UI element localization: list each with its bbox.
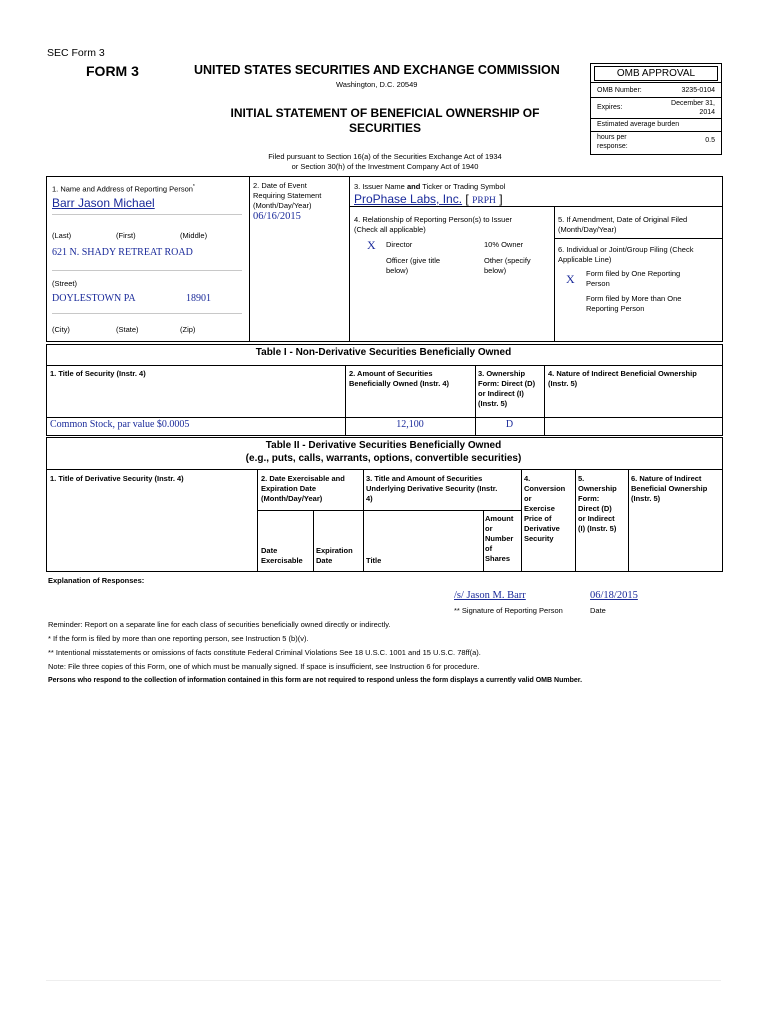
page-bottom-rule — [46, 980, 721, 981]
state-label: (State) — [116, 325, 139, 334]
middle-label: (Middle) — [180, 231, 208, 240]
box6-label: 6. Individual or Joint/Group Filing (Check Applicable Line) — [558, 245, 694, 264]
box1-label: 1. Name and Address of Reporting Person* — [52, 184, 195, 194]
table1-form: D — [505, 419, 514, 430]
table2-col1: 1. Title of Derivative Security (Instr. 4) — [50, 474, 184, 483]
explanation-heading: Explanation of Responses: — [48, 576, 145, 585]
other-label: Other (specify below) — [484, 256, 531, 275]
sec-form-label: SEC Form 3 — [47, 47, 105, 59]
street-label: (Street) — [52, 279, 78, 288]
more-person-label: Form filed by More than One Reporting Person — [586, 294, 682, 313]
table1-col4: 4. Nature of Indirect Beneficial Ownership (Instr. 5) — [548, 369, 697, 388]
omb-approval-box — [590, 63, 722, 155]
director-label: Director — [386, 240, 413, 249]
reporting-person-name[interactable]: Barr Jason Michael — [52, 196, 155, 210]
one-person-label: Form filed by One Reporting Person — [586, 269, 681, 288]
table2-col3: 3. Title and Amount of Securities Underlying Derivative Security (Instr. 4) — [366, 474, 498, 503]
zip-label: (Zip) — [180, 325, 196, 334]
omb-title: OMB APPROVAL — [594, 66, 718, 81]
signature: /s/ Jason M. Barr — [454, 590, 526, 601]
expires-value: December 31, 2014 — [671, 100, 715, 116]
city-label: (City) — [52, 325, 70, 334]
ticker-symbol: PRPH — [472, 196, 496, 206]
note-multiple-persons: * If the form is filed by more than one reporting person, see Instruction 5 (b)(v). — [48, 634, 309, 643]
form-number: FORM 3 — [86, 63, 139, 79]
box4-label: 4. Relationship of Reporting Person(s) to Issuer (Check all applicable) — [354, 215, 512, 234]
note-omb-number: Persons who respond to the collection of information contained in this form are not required to respond unless the form displays a currently valid OMB Number. — [48, 677, 583, 684]
burden-label: Estimated average burden — [597, 121, 680, 128]
issuer-name[interactable]: ProPhase Labs, Inc. — [354, 192, 463, 206]
box5-label: 5. If Amendment, Date of Original Filed (Month/Day/Year) — [558, 215, 688, 234]
last-label: (Last) — [52, 231, 72, 240]
date-label: Date — [590, 606, 606, 615]
table1-amount: 12,100 — [396, 419, 424, 430]
table1-col1: 1. Title of Security (Instr. 4) — [50, 369, 146, 378]
street-value: 621 N. SHADY RETREAT ROAD — [52, 247, 193, 258]
signature-label: ** Signature of Reporting Person — [454, 606, 563, 615]
omb-number-value: 3235-0104 — [681, 87, 715, 94]
agency-address: Washington, D.C. 20549 — [336, 80, 418, 89]
note-three-copies: Note: File three copies of this Form, one of which must be manually signed. If space is insufficient, see Instruction 6 for procedure. — [48, 662, 480, 671]
hours-label: hours per response: — [597, 134, 628, 150]
one-person-check[interactable]: X — [566, 272, 575, 286]
filed-pursuant: Filed pursuant to Section 16(a) of the Securities Exchange Act of 1934 or Section 30(h) of the Investment Company Act of 1940 — [268, 152, 502, 171]
table2-col6: 6. Nature of Indirect Beneficial Ownership (Instr. 5) — [631, 474, 708, 503]
hours-value: 0.5 — [705, 137, 715, 144]
officer-label: Officer (give title below) — [386, 256, 441, 275]
city-value: DOYLESTOWN PA — [52, 293, 136, 304]
table2-amount-col: Amount or Number of Shares — [485, 514, 514, 563]
signature-date: 06/18/2015 — [590, 590, 638, 601]
table1-security: Common Stock, par value $0.0005 — [50, 419, 190, 430]
table2-col2: 2. Date Exercisable and Expiration Date (Month/Day/Year) — [261, 474, 345, 503]
table2-title-col: Title — [366, 556, 382, 565]
table1-col2: 2. Amount of Securities Beneficially Owned (Instr. 4) — [349, 369, 450, 388]
table2-col4: 4. Conversion or Exercise Price of Derivative Security — [524, 474, 566, 543]
first-label: (First) — [116, 231, 136, 240]
form-title: INITIAL STATEMENT OF BENEFICIAL OWNERSHIP OF SECURITIES — [230, 106, 540, 135]
issuer-line: ProPhase Labs, Inc. [ PRPH ] — [354, 192, 503, 206]
agency-title: UNITED STATES SECURITIES AND EXCHANGE COMMISSION — [194, 63, 560, 77]
note-criminal-violations: ** Intentional misstatements or omissions of facts constitute Federal Criminal Violations See 18 U.S.C. 1001 and 15 U.S.C. 78ff(a). — [48, 648, 481, 657]
director-check[interactable]: X — [367, 238, 376, 252]
box2-label: 2. Date of Event Requiring Statement (Month/Day/Year) — [253, 181, 322, 210]
owner-label: 10% Owner — [484, 240, 524, 249]
event-date: 06/16/2015 — [253, 211, 301, 222]
box3-label: 3. Issuer Name and Ticker or Trading Symbol — [354, 182, 506, 191]
table1-title: Table I - Non-Derivative Securities Beneficially Owned — [255, 347, 512, 358]
omb-number-label: OMB Number: — [597, 87, 642, 94]
table1-col3: 3. Ownership Form: Direct (D) or Indirect (I) (Instr. 5) — [478, 369, 536, 408]
zip-value: 18901 — [186, 293, 211, 304]
reminder-note: Reminder: Report on a separate line for each class of securities beneficially owned directly or indirectly. — [48, 620, 391, 629]
table2-expiration-date: Expiration Date — [316, 546, 353, 565]
table2-col5: 5. Ownership Form: Direct (D) or Indirect (I) (Instr. 5) — [578, 474, 617, 533]
expires-label: Expires: — [597, 104, 623, 111]
table2-date-exercisable: Date Exercisable — [261, 546, 303, 565]
table2-title: Table II - Derivative Securities Beneficially Owned (e.g., puts, calls, warrants, options, convertible securities) — [245, 440, 522, 464]
